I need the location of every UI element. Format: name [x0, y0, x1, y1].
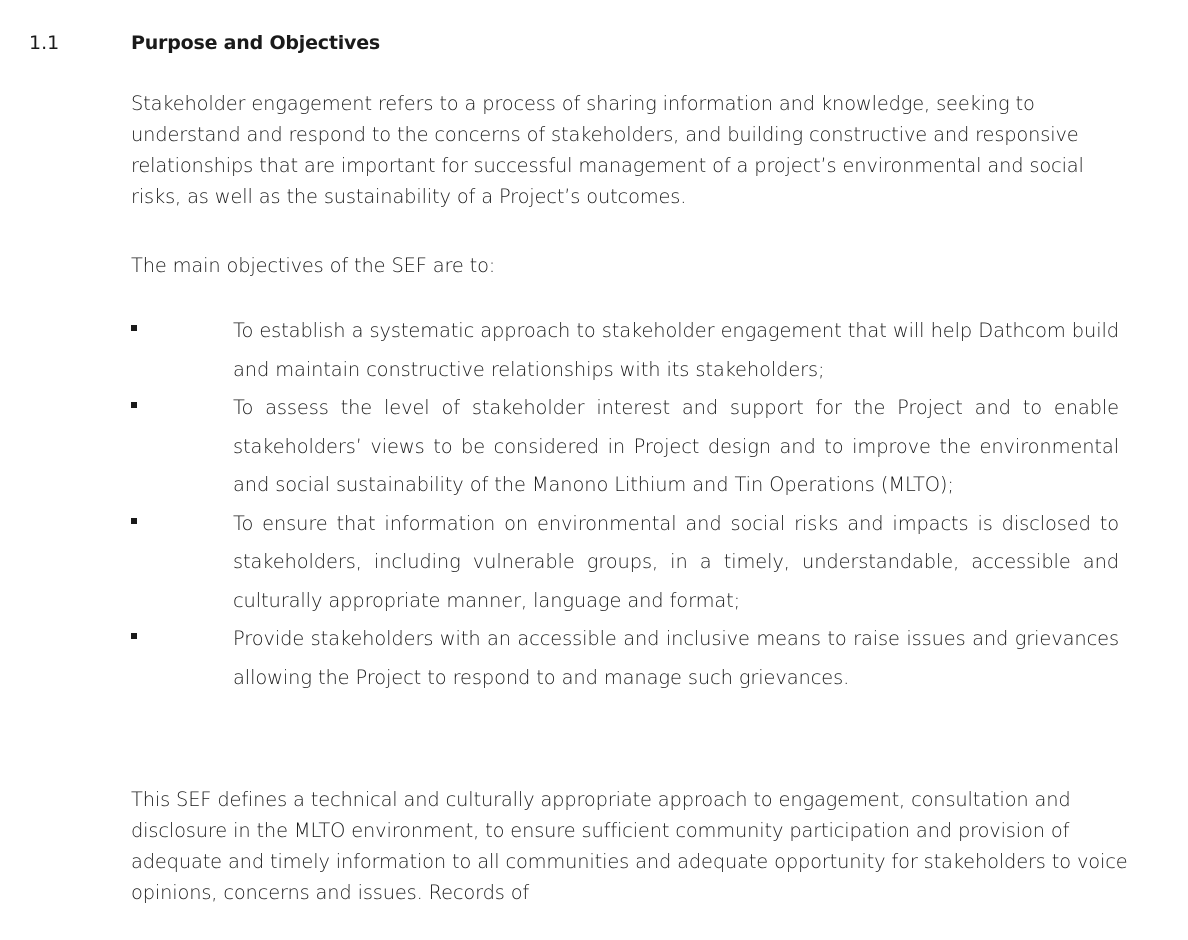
objective-item	[0, 505, 1188, 621]
square-bullet-icon	[131, 633, 137, 639]
square-bullet-icon	[131, 325, 137, 331]
section-number: 1.1	[29, 32, 60, 54]
objectives-lead-paragraph: The main objectives of the SEF are to:	[131, 254, 496, 277]
objectives-list	[0, 312, 1188, 697]
square-bullet-icon	[131, 518, 137, 524]
square-bullet-icon	[131, 402, 137, 408]
objective-text: To establish a systematic approach to stakeholder engagement that will help Dathcom build and maintain constructive relationships with its stakeholders;	[233, 319, 1119, 381]
objective-item	[0, 620, 1188, 697]
closing-paragraph: This SEF defines a technical and culturally appropriate approach to engagement, consultation and disclosure in the MLTO environment, to ensure sufficient community participation and provision of adequate and timely information to all communities and adequate opportunity for stakeholders to voice opinions, concerns and issues. Records of	[131, 788, 1128, 904]
section-title: Purpose and Objectives	[131, 32, 381, 54]
objective-item	[0, 389, 1188, 505]
objective-text: To ensure that information on environmental and social risks and impacts is disclosed to stakeholders, including vulnerable groups, in a timely, understandable, accessible and culturally appropriate manner, language and format;	[233, 511, 1119, 612]
objective-text: To assess the level of stakeholder interest and support for the Project and to enable stakeholders’ views to be considered in Project design and to improve the environmental and social sustainability of the Manono Lithium and Tin Operations (MLTO);	[233, 396, 1119, 496]
intro-paragraph: Stakeholder engagement refers to a process of sharing information and knowledge, seeking to understand and respond to the concerns of stakeholders, and building constructive and responsive relationships that are important for successful management of a project’s environmental and social risks, as well as the sustainability of a Project’s outcomes.	[131, 92, 1084, 208]
objective-item	[0, 312, 1188, 389]
objective-text: Provide stakeholders with an accessible and inclusive means to raise issues and grievances allowing the Project to respond to and manage such grievances.	[233, 627, 1119, 689]
